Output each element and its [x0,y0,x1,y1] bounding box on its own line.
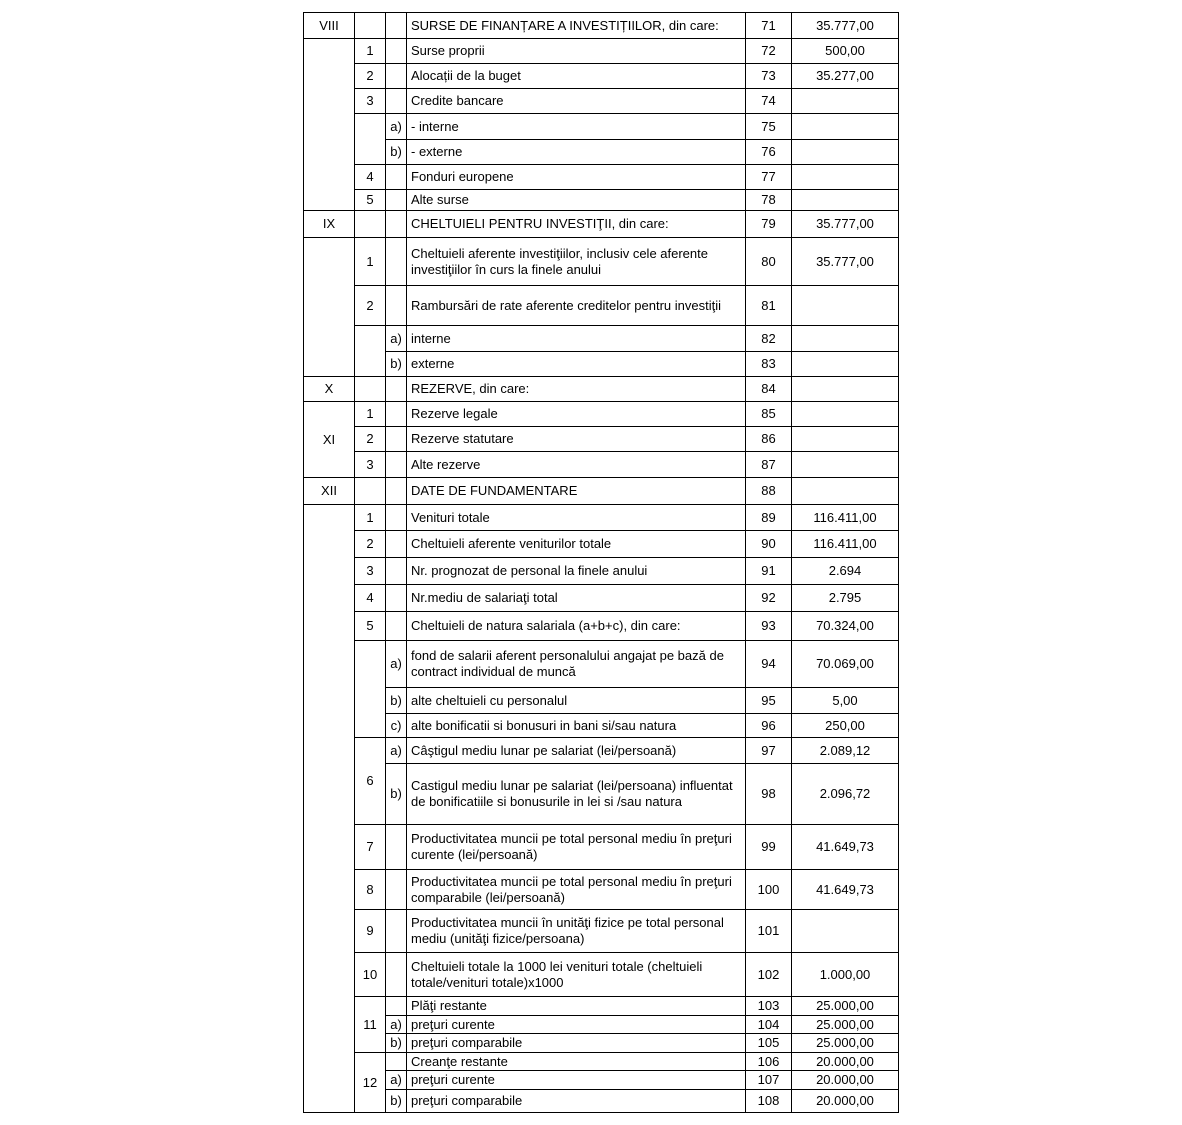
row-code: 81 [746,286,792,326]
row-description: interne [407,326,746,352]
row-description: - externe [407,140,746,165]
table-row [304,89,899,114]
table-row [304,452,899,478]
row-description: fond de salarii aferent personalului angajat pe bază de contract individual de muncă [407,641,746,688]
row-value: 70.324,00 [792,612,899,641]
row-code: 99 [746,825,792,870]
row-code: 80 [746,238,792,286]
row-value [792,377,899,402]
row-description: Rezerve statutare [407,427,746,452]
row-number [355,114,386,165]
row-subletter: b) [386,1034,407,1053]
row-description: preţuri curente [407,1016,746,1034]
row-value [792,402,899,427]
row-code: 108 [746,1090,792,1113]
row-value [792,352,899,377]
row-description: Plăţi restante [407,997,746,1016]
table-row [304,1016,899,1034]
investment-table [303,12,899,1113]
row-description: Productivitatea muncii în unităţi fizice pe total personal mediu (unităţi fizice/persoana) [407,910,746,953]
row-number: 10 [355,953,386,997]
row-value: 500,00 [792,39,899,64]
table-row [304,870,899,910]
row-number [355,377,386,402]
row-number: 6 [355,738,386,825]
row-number: 4 [355,165,386,190]
row-value: 35.777,00 [792,238,899,286]
row-number: 11 [355,997,386,1053]
row-code: 91 [746,558,792,585]
table-row [304,738,899,764]
row-value: 20.000,00 [792,1053,899,1071]
row-subletter [386,1053,407,1071]
row-subletter: a) [386,1016,407,1034]
row-code: 90 [746,531,792,558]
row-description: alte bonificatii si bonusuri in bani si/sau natura [407,714,746,738]
row-description: Creanţe restante [407,1053,746,1071]
row-description: SURSE DE FINANȚARE A INVESTIȚIILOR, din care: [407,13,746,39]
row-code: 107 [746,1071,792,1090]
row-description: Cheltuieli de natura salariala (a+b+c), din care: [407,612,746,641]
row-number: 2 [355,531,386,558]
row-value: 70.069,00 [792,641,899,688]
table-row [304,64,899,89]
row-subletter [386,190,407,211]
row-subletter: b) [386,688,407,714]
row-subletter [386,870,407,910]
row-code: 84 [746,377,792,402]
row-subletter: c) [386,714,407,738]
row-value: 35.277,00 [792,64,899,89]
table-row [304,352,899,377]
row-subletter [386,452,407,478]
row-number [355,211,386,238]
row-number: 3 [355,89,386,114]
row-value [792,190,899,211]
table-row [304,997,899,1016]
row-number: 1 [355,238,386,286]
row-subletter [386,211,407,238]
row-subletter [386,997,407,1016]
row-code: 101 [746,910,792,953]
table-row [304,1090,899,1113]
table-row [304,238,899,286]
row-value [792,452,899,478]
row-code: 72 [746,39,792,64]
row-code: 87 [746,452,792,478]
row-number: 2 [355,427,386,452]
table-row [304,531,899,558]
row-description: preţuri comparabile [407,1034,746,1053]
row-code: 88 [746,478,792,505]
table-row [304,558,899,585]
row-value [792,326,899,352]
row-number: 3 [355,558,386,585]
row-code: 103 [746,997,792,1016]
row-description: Nr. prognozat de personal la finele anului [407,558,746,585]
row-code: 98 [746,764,792,825]
row-code: 105 [746,1034,792,1053]
row-description: preţuri comparabile [407,1090,746,1113]
row-number [355,641,386,738]
row-code: 78 [746,190,792,211]
row-description: Venituri totale [407,505,746,531]
row-subletter [386,953,407,997]
table-row [304,953,899,997]
row-value: 116.411,00 [792,505,899,531]
row-subletter [386,558,407,585]
row-code: 82 [746,326,792,352]
row-subletter: a) [386,326,407,352]
row-value: 2.096,72 [792,764,899,825]
row-value [792,910,899,953]
row-description: Câştigul mediu lunar pe salariat (lei/persoană) [407,738,746,764]
row-subletter [386,825,407,870]
row-description: Nr.mediu de salariaţi total [407,585,746,612]
row-value [792,89,899,114]
row-code: 75 [746,114,792,140]
table-row [304,505,899,531]
row-value: 25.000,00 [792,1016,899,1034]
row-subletter: b) [386,352,407,377]
row-code: 79 [746,211,792,238]
section-roman: IX [304,211,355,238]
section-roman: XI [304,402,355,478]
row-description: Productivitatea muncii pe total personal mediu în preţuri comparabile (lei/persoană) [407,870,746,910]
row-value: 2.694 [792,558,899,585]
table-row [304,612,899,641]
row-subletter: a) [386,641,407,688]
row-subletter [386,165,407,190]
row-number: 9 [355,910,386,953]
row-description: Fonduri europene [407,165,746,190]
table-row [304,1071,899,1090]
row-description: Alte rezerve [407,452,746,478]
row-subletter: a) [386,1071,407,1090]
row-number: 8 [355,870,386,910]
row-code: 106 [746,1053,792,1071]
row-code: 100 [746,870,792,910]
row-description: Surse proprii [407,39,746,64]
row-subletter: b) [386,764,407,825]
row-number: 7 [355,825,386,870]
row-code: 77 [746,165,792,190]
section-roman: VIII [304,13,355,39]
section-roman: X [304,377,355,402]
row-value: 250,00 [792,714,899,738]
row-subletter [386,585,407,612]
row-value [792,140,899,165]
row-description: Productivitatea muncii pe total personal mediu în preţuri curente (lei/persoană) [407,825,746,870]
row-code: 96 [746,714,792,738]
row-description: Credite bancare [407,89,746,114]
row-value: 35.777,00 [792,13,899,39]
row-value: 2.795 [792,585,899,612]
row-number: 12 [355,1053,386,1113]
row-description: CHELTUIELI PENTRU INVESTIŢII, din care: [407,211,746,238]
row-subletter [386,377,407,402]
row-value [792,165,899,190]
row-subletter: b) [386,1090,407,1113]
row-value: 35.777,00 [792,211,899,238]
row-subletter [386,478,407,505]
row-value: 41.649,73 [792,825,899,870]
table-row [304,641,899,688]
table-row [304,13,899,39]
row-description: Alocații de la buget [407,64,746,89]
row-subletter [386,531,407,558]
table-row [304,39,899,64]
table-row [304,585,899,612]
row-description: - interne [407,114,746,140]
row-code: 94 [746,641,792,688]
row-description: Rambursări de rate aferente creditelor pentru investiţii [407,286,746,326]
row-code: 85 [746,402,792,427]
row-description: DATE DE FUNDAMENTARE [407,478,746,505]
row-code: 86 [746,427,792,452]
row-subletter [386,402,407,427]
row-number: 5 [355,612,386,641]
row-subletter: b) [386,140,407,165]
row-description: Cheltuieli totale la 1000 lei venituri totale (cheltuieli totale/venituri totale)x1000 [407,953,746,997]
row-value: 2.089,12 [792,738,899,764]
row-subletter [386,505,407,531]
table-row [304,427,899,452]
row-subletter [386,39,407,64]
section-roman: XII [304,478,355,505]
row-number: 5 [355,190,386,211]
row-value: 116.411,00 [792,531,899,558]
row-code: 104 [746,1016,792,1034]
row-subletter [386,238,407,286]
row-value: 20.000,00 [792,1090,899,1113]
row-code: 71 [746,13,792,39]
row-number: 2 [355,64,386,89]
row-description: Cheltuieli aferente investiţiilor, inclusiv cele aferente investiţiilor în curs la finele anului [407,238,746,286]
table-row [304,825,899,870]
table-row [304,714,899,738]
row-number [355,326,386,377]
row-description: Alte surse [407,190,746,211]
row-subletter [386,13,407,39]
row-code: 73 [746,64,792,89]
table-row [304,165,899,190]
row-number: 1 [355,39,386,64]
row-code: 76 [746,140,792,165]
row-code: 92 [746,585,792,612]
section-roman [304,505,355,1113]
row-subletter [386,286,407,326]
row-subletter [386,89,407,114]
row-description: Castigul mediu lunar pe salariat (lei/persoana) influentat de bonificatiile si bonusurile in lei si /sau natura [407,764,746,825]
row-number [355,13,386,39]
table-row [304,764,899,825]
row-number [355,478,386,505]
row-value: 1.000,00 [792,953,899,997]
table-row [304,478,899,505]
row-value [792,286,899,326]
row-subletter [386,612,407,641]
row-number: 3 [355,452,386,478]
table-row [304,688,899,714]
row-value [792,478,899,505]
row-description: alte cheltuieli cu personalul [407,688,746,714]
row-value [792,114,899,140]
row-value: 25.000,00 [792,997,899,1016]
row-subletter [386,910,407,953]
table-row [304,190,899,211]
row-subletter [386,427,407,452]
table-row [304,910,899,953]
row-number: 1 [355,402,386,427]
row-value: 20.000,00 [792,1071,899,1090]
row-code: 95 [746,688,792,714]
table-row [304,402,899,427]
table-row [304,1034,899,1053]
row-description: Cheltuieli aferente veniturilor totale [407,531,746,558]
row-code: 93 [746,612,792,641]
row-subletter: a) [386,114,407,140]
table-row [304,1053,899,1071]
row-description: REZERVE, din care: [407,377,746,402]
table-row [304,286,899,326]
row-code: 89 [746,505,792,531]
row-value: 41.649,73 [792,870,899,910]
row-number: 1 [355,505,386,531]
row-number: 4 [355,585,386,612]
table-row [304,114,899,140]
row-subletter [386,64,407,89]
table-row [304,377,899,402]
row-value [792,427,899,452]
row-description: externe [407,352,746,377]
row-number: 2 [355,286,386,326]
row-value: 5,00 [792,688,899,714]
section-roman [304,39,355,211]
row-code: 97 [746,738,792,764]
row-code: 102 [746,953,792,997]
row-description: preţuri curente [407,1071,746,1090]
row-code: 74 [746,89,792,114]
row-code: 83 [746,352,792,377]
table-row [304,326,899,352]
row-description: Rezerve legale [407,402,746,427]
section-roman [304,238,355,377]
row-subletter: a) [386,738,407,764]
table-row [304,211,899,238]
row-value: 25.000,00 [792,1034,899,1053]
table-row [304,140,899,165]
